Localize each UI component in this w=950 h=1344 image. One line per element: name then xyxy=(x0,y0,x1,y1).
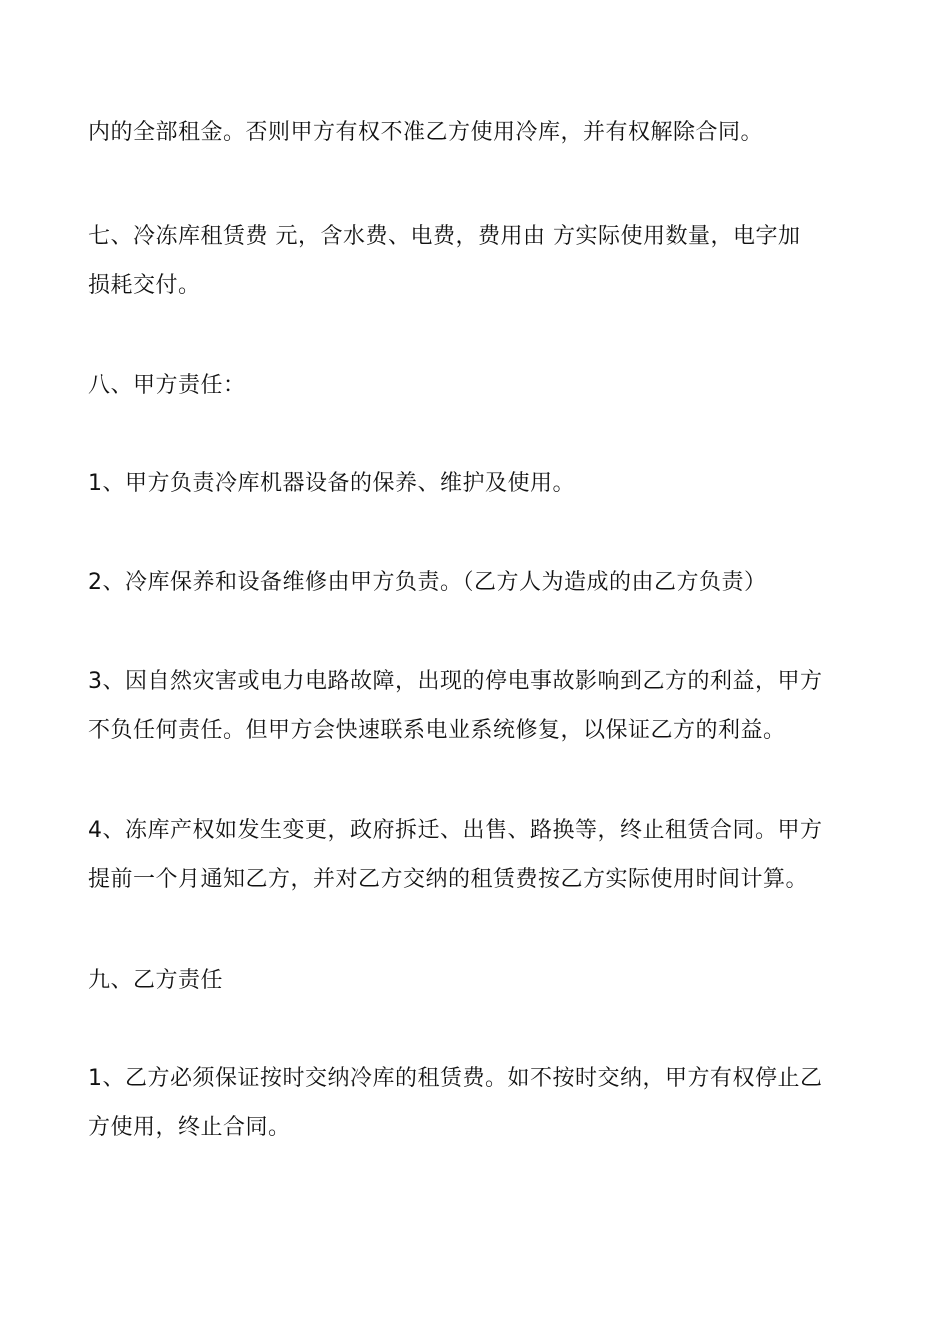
paragraph-rent-clause-line-1: 内的全部租金。否则甲方有权不准乙方使用冷库，并有权解除合同。 xyxy=(88,120,764,145)
section-8-item-3-line-2: 不负任何责任。但甲方会快速联系电业系统修复，以保证乙方的利益。 xyxy=(88,718,786,743)
section-8-item-4-line-1: 4、冻库产权如发生变更，政府拆迁、出售、路换等，终止租赁合同。甲方 xyxy=(88,818,823,843)
section-8-item-1: 1、甲方负责冷库机器设备的保养、维护及使用。 xyxy=(88,471,575,496)
section-8-item-4-line-2: 提前一个月通知乙方，并对乙方交纳的租赁费按乙方实际使用时间计算。 xyxy=(88,867,809,892)
paragraph-7-line-2: 损耗交付。 xyxy=(88,273,201,298)
section-9-heading: 九、乙方责任 xyxy=(88,968,224,993)
paragraph-7-line-1: 七、冷冻库租赁费 元，含水费、电费，费用由 方实际使用数量，电字加 xyxy=(88,224,801,249)
section-9-item-1-line-1: 1、乙方必须保证按时交纳冷库的租赁费。如不按时交纳，甲方有权停止乙 xyxy=(88,1066,823,1091)
section-8-heading: 八、甲方责任： xyxy=(88,373,246,398)
section-9-item-1-line-2: 方使用，终止合同。 xyxy=(88,1115,291,1140)
section-8-item-3-line-1: 3、因自然灾害或电力电路故障，出现的停电事故影响到乙方的利益，甲方 xyxy=(88,669,823,694)
section-8-item-2: 2、冷库保养和设备维修由甲方负责。（乙方人为造成的由乙方负责） xyxy=(88,570,767,595)
